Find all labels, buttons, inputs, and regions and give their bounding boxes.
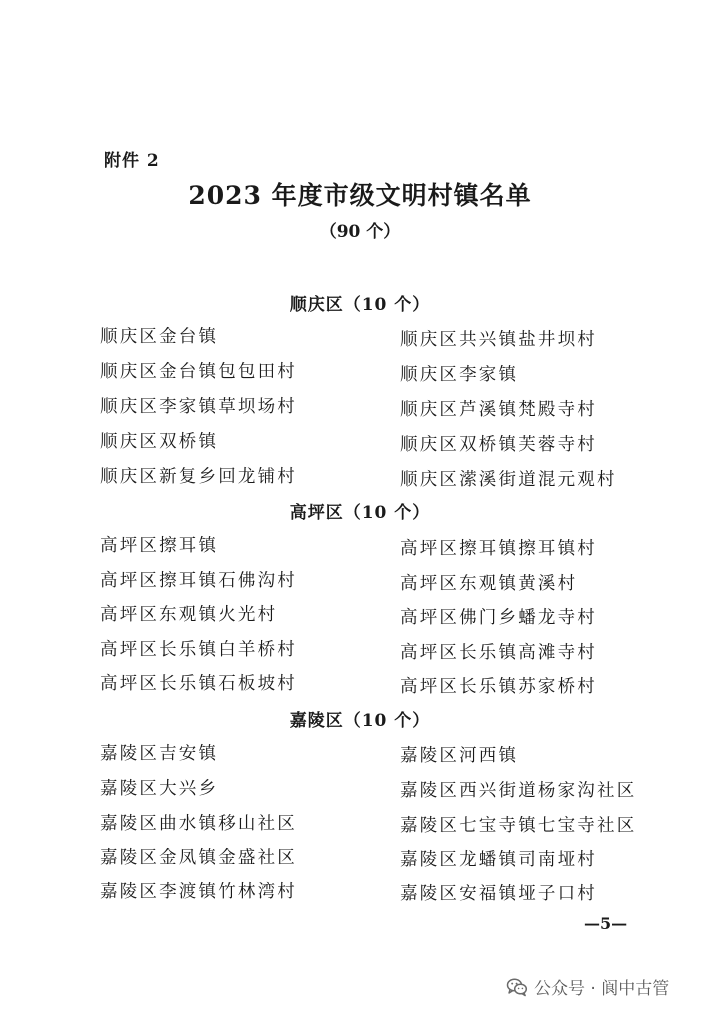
wechat-icon [506, 976, 528, 998]
section-header-shunqing: 顺庆区（10 个） [289, 295, 431, 315]
list-item: 顺庆区金台镇 [100, 327, 219, 347]
list-item: 嘉陵区金凤镇金盛社区 [100, 848, 297, 868]
list-item: 顺庆区潆溪街道混元观村 [400, 470, 617, 490]
list-item: 顺庆区新复乡回龙铺村 [100, 467, 297, 487]
list-item: 高坪区擦耳镇石佛沟村 [100, 571, 297, 591]
list-item: 顺庆区芦溪镇梵殿寺村 [400, 400, 597, 420]
list-item: 高坪区长乐镇高滩寺村 [400, 643, 597, 663]
watermark [506, 974, 669, 999]
list-item: 顺庆区共兴镇盐井坝村 [400, 330, 597, 350]
page-subtitle: （90 个） [319, 222, 401, 242]
list-item: 高坪区长乐镇石板坡村 [100, 674, 297, 694]
list-item: 嘉陵区大兴乡 [100, 779, 219, 799]
list-item: 嘉陵区河西镇 [400, 746, 519, 766]
list-item: 嘉陵区李渡镇竹林湾村 [100, 882, 297, 902]
page-number: —5— [584, 914, 628, 933]
section-header-jialing: 嘉陵区（10 个） [289, 711, 431, 731]
list-item: 高坪区擦耳镇擦耳镇村 [400, 539, 597, 559]
list-item: 高坪区东观镇火光村 [100, 605, 278, 625]
list-item: 顺庆区双桥镇 [100, 432, 219, 452]
list-item: 顺庆区金台镇包包田村 [100, 362, 297, 382]
list-item: 嘉陵区西兴街道杨家沟社区 [400, 781, 637, 801]
list-item: 高坪区长乐镇苏家桥村 [400, 677, 597, 697]
list-item: 顺庆区李家镇草坝场村 [100, 397, 297, 417]
list-item: 顺庆区双桥镇芙蓉寺村 [400, 435, 597, 455]
page-title: 2023 年度市级文明村镇名单 [188, 181, 532, 210]
list-item: 嘉陵区曲水镇移山社区 [100, 814, 297, 834]
section-header-gaoping: 高坪区（10 个） [289, 503, 431, 523]
list-item: 高坪区擦耳镇 [100, 536, 219, 556]
list-item: 嘉陵区吉安镇 [100, 744, 219, 764]
list-item: 嘉陵区七宝寺镇七宝寺社区 [400, 816, 637, 836]
list-item: 高坪区佛门乡蟠龙寺村 [400, 608, 597, 628]
attachment-label: 附件 2 [104, 151, 160, 171]
watermark-text: 公众号 · 阆中古管 [534, 979, 670, 999]
list-item: 顺庆区李家镇 [400, 365, 519, 385]
list-item: 高坪区长乐镇白羊桥村 [100, 640, 297, 660]
list-item: 嘉陵区安福镇垭子口村 [400, 884, 597, 904]
list-item: 高坪区东观镇黄溪村 [400, 574, 578, 594]
list-item: 嘉陵区龙蟠镇司南垭村 [400, 850, 597, 870]
